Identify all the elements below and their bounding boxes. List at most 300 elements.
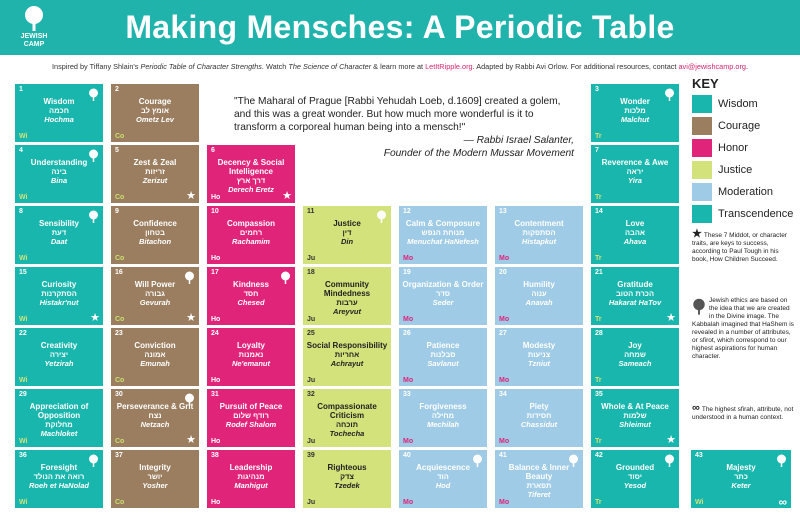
element-cell-43[interactable] xyxy=(691,450,791,508)
element-cell-31[interactable] xyxy=(207,389,295,447)
cell-hebrew: הכרת הטוב xyxy=(615,289,655,298)
cell-transliteration: Gevurah xyxy=(139,298,171,307)
credits-text: . Adapted by Rabbi Avi Orlow. For additional resources, contact xyxy=(472,62,679,71)
cell-number: 37 xyxy=(115,452,123,459)
cell-number: 22 xyxy=(19,330,27,337)
cell-number: 20 xyxy=(499,269,507,276)
cell-number: 8 xyxy=(19,208,23,215)
cell-hebrew: סדר xyxy=(436,289,450,298)
cell-number: 10 xyxy=(211,208,219,215)
cell-hebrew: זריזות xyxy=(145,167,165,176)
element-cell-20[interactable] xyxy=(495,267,583,325)
cell-number: 31 xyxy=(211,391,219,398)
element-cell-32[interactable] xyxy=(303,389,391,447)
cell-category-abbr: Mo xyxy=(499,438,510,445)
cell-number: 6 xyxy=(211,147,215,154)
cell-english: Kindness xyxy=(232,280,269,289)
element-cell-15[interactable] xyxy=(15,267,103,325)
element-cell-40[interactable] xyxy=(399,450,487,508)
cell-category-abbr: Wi xyxy=(19,438,28,445)
cell-transliteration: Sameach xyxy=(618,359,652,368)
cell-english: Sensibility xyxy=(38,219,79,228)
cell-hebrew: סבלנות xyxy=(430,350,456,359)
cell-category-abbr: Tr xyxy=(595,316,602,323)
cell-category-abbr: Mo xyxy=(403,316,414,323)
cell-english: Contentment xyxy=(514,219,564,228)
cell-category-abbr: Wi xyxy=(695,499,704,506)
cell-english: Modesty xyxy=(522,341,556,350)
credits-text: Inspired by Tiffany Shlain's xyxy=(52,62,141,71)
cell-category-abbr: Mo xyxy=(403,377,414,384)
cell-category-abbr: Wi xyxy=(19,255,28,262)
cell-category-abbr: Ju xyxy=(307,316,316,323)
cell-hebrew: יראה xyxy=(626,167,644,176)
element-cell-29[interactable] xyxy=(15,389,103,447)
cell-english: Righteous xyxy=(327,463,367,472)
cell-english: Integrity xyxy=(139,463,171,472)
cell-transliteration: Daat xyxy=(50,237,68,246)
cell-transliteration: Histakr'nut xyxy=(39,298,79,307)
cell-transliteration: Shleimut xyxy=(619,420,651,429)
cell-category-abbr: Tr xyxy=(595,438,602,445)
key-swatch xyxy=(692,183,712,201)
tree-note xyxy=(692,297,796,361)
star-icon: ★ xyxy=(186,434,196,446)
email-link[interactable]: avi@jewishcamp.org xyxy=(678,62,746,71)
key-swatch xyxy=(692,95,712,113)
cell-category-abbr: Ho xyxy=(211,377,221,384)
cell-category-abbr: Tr xyxy=(595,377,602,384)
cell-hebrew: שמחה xyxy=(624,350,646,359)
cell-hebrew: כתר xyxy=(734,472,748,481)
cell-category-abbr: Ju xyxy=(307,255,316,262)
cell-category-abbr: Co xyxy=(115,316,125,323)
star-note xyxy=(692,230,796,264)
cell-english: Will Power xyxy=(134,280,176,289)
cell-transliteration: Zerizut xyxy=(142,176,168,185)
element-cell-30[interactable] xyxy=(111,389,199,447)
cell-hebrew: חכמה xyxy=(49,106,69,115)
cell-english: Perseverance & Grit xyxy=(116,402,194,411)
cell-number: 23 xyxy=(115,330,123,337)
cell-hebrew: מנוחת הנפש xyxy=(421,228,465,237)
cell-number: 1 xyxy=(19,86,23,93)
cell-english: Confidence xyxy=(133,219,177,228)
cell-transliteration: Yetzirah xyxy=(44,359,74,368)
cell-number: 21 xyxy=(595,269,603,276)
key-label: Wisdom xyxy=(718,98,758,110)
cell-transliteration: Malchut xyxy=(620,115,650,124)
element-cell-38[interactable] xyxy=(207,450,295,508)
cell-transliteration: Achrayut xyxy=(330,359,364,368)
cell-number: 13 xyxy=(499,208,507,215)
cell-category-abbr: Mo xyxy=(499,316,510,323)
cell-hebrew: נאמנות xyxy=(238,350,264,359)
cell-hebrew: רודף שלום xyxy=(233,411,269,420)
cell-category-abbr: Co xyxy=(115,499,125,506)
element-cell-26[interactable] xyxy=(399,328,487,386)
cell-transliteration: Tochecha xyxy=(329,429,365,438)
cell-hebrew: יושר xyxy=(147,472,163,481)
cell-number: 34 xyxy=(499,391,507,398)
cell-english: Wisdom xyxy=(43,97,75,106)
element-cell-13[interactable] xyxy=(495,206,583,264)
cell-english: Foresight xyxy=(40,463,78,472)
cell-english: Justice xyxy=(333,219,361,228)
cell-category-abbr: Co xyxy=(115,377,125,384)
cell-number: 15 xyxy=(19,269,27,276)
element-cell-37[interactable] xyxy=(111,450,199,508)
cell-category-abbr: Co xyxy=(115,255,125,262)
cell-number: 26 xyxy=(403,330,411,337)
letitripple-link[interactable]: LetItRipple.org xyxy=(425,62,473,71)
element-cell-23[interactable] xyxy=(111,328,199,386)
cell-hebrew: אומץ לב xyxy=(141,106,169,115)
key-item xyxy=(692,203,796,225)
cell-transliteration: Machloket xyxy=(40,429,78,438)
cell-transliteration: Bitachon xyxy=(138,237,172,246)
cell-transliteration: Netzach xyxy=(140,420,170,429)
cell-category-abbr: Ho xyxy=(211,438,221,445)
element-cell-27[interactable] xyxy=(495,328,583,386)
credits-line xyxy=(0,62,800,71)
cell-hebrew: תוכחה xyxy=(335,420,359,429)
key-item xyxy=(692,181,796,203)
cell-category-abbr: Ju xyxy=(307,499,316,506)
element-cell-34[interactable] xyxy=(495,389,583,447)
cell-number: 33 xyxy=(403,391,411,398)
cell-number: 17 xyxy=(211,269,219,276)
cell-category-abbr: Tr xyxy=(595,194,602,201)
cell-transliteration: Chassidut xyxy=(520,420,558,429)
cell-number: 18 xyxy=(307,269,315,276)
element-cell-7[interactable] xyxy=(591,145,679,203)
cell-english: Creativity xyxy=(40,341,78,350)
cell-category-abbr: Wi xyxy=(19,194,28,201)
cell-category-abbr: Ho xyxy=(211,499,221,506)
cell-number: 42 xyxy=(595,452,603,459)
cell-number: 2 xyxy=(115,86,119,93)
cell-hebrew: יסוד xyxy=(628,472,642,481)
cell-hebrew: גבורה xyxy=(145,289,165,298)
cell-transliteration: Tzedek xyxy=(334,481,360,490)
cell-english: Curiosity xyxy=(41,280,77,289)
cell-category-abbr: Tr xyxy=(595,133,602,140)
cell-number: 35 xyxy=(595,391,603,398)
cell-number: 12 xyxy=(403,208,411,215)
cell-hebrew: אחריות xyxy=(334,350,360,359)
cell-number: 24 xyxy=(211,330,219,337)
cell-transliteration: Savlanut xyxy=(427,359,459,368)
cell-hebrew: מנהיגות xyxy=(237,472,265,481)
cell-english: Compassion xyxy=(226,219,275,228)
cell-number: 43 xyxy=(695,452,703,459)
cell-hebrew: חסד xyxy=(243,289,259,298)
cell-hebrew: תפארת xyxy=(526,481,552,490)
infinity-note-text: The highest sfirah, attribute, not understood in a human context. xyxy=(692,406,794,421)
cell-hebrew: חסידות xyxy=(526,411,552,420)
cell-english: Appreciation of Opposition xyxy=(29,402,89,420)
key-item xyxy=(692,115,796,137)
cell-category-abbr: Ho xyxy=(211,194,221,201)
element-cell-3[interactable] xyxy=(591,84,679,142)
cell-number: 41 xyxy=(499,452,507,459)
cell-hebrew: הסתפקות xyxy=(522,228,556,237)
cell-hebrew: דרך ארץ xyxy=(236,176,266,185)
cell-transliteration: Tiferet xyxy=(527,490,551,499)
cell-transliteration: Bina xyxy=(50,176,68,185)
element-cell-4[interactable] xyxy=(15,145,103,203)
element-cell-19[interactable] xyxy=(399,267,487,325)
star-icon: ★ xyxy=(90,312,100,324)
element-cell-41[interactable] xyxy=(495,450,583,508)
star-icon: ★ xyxy=(186,312,196,324)
cell-hebrew: מלכות xyxy=(624,106,646,115)
quote-attribution-role: Founder of the Modern Mussar Movement xyxy=(383,148,574,159)
infinity-icon: ∞ xyxy=(692,402,700,414)
credits-text: . xyxy=(745,62,748,71)
cell-number: 30 xyxy=(115,391,123,398)
star-icon: ★ xyxy=(282,190,292,202)
cell-transliteration: Ne'emanut xyxy=(231,359,271,368)
cell-category-abbr: Wi xyxy=(19,133,28,140)
element-cell-25[interactable] xyxy=(303,328,391,386)
cell-transliteration: Derech Eretz xyxy=(228,185,274,194)
cell-transliteration: Manhigut xyxy=(234,481,268,490)
cell-category-abbr: Wi xyxy=(19,499,28,506)
element-cell-24[interactable] xyxy=(207,328,295,386)
key-swatch xyxy=(692,139,712,157)
cell-english: Wonder xyxy=(620,97,650,106)
cell-category-abbr: Co xyxy=(115,438,125,445)
cell-hebrew: שלמות xyxy=(623,411,647,420)
element-cell-35[interactable] xyxy=(591,389,679,447)
cell-hebrew: ענוה xyxy=(531,289,547,298)
cell-english: Social Responsibility xyxy=(306,341,388,350)
cell-number: 9 xyxy=(115,208,119,215)
cell-number: 19 xyxy=(403,269,411,276)
credits-text: . Watch xyxy=(261,62,289,71)
cell-transliteration: Hod xyxy=(435,481,451,490)
cell-english: Community Mindedness xyxy=(323,280,371,298)
cell-category-abbr: Mo xyxy=(403,499,414,506)
cell-category-abbr: Wi xyxy=(19,377,28,384)
cell-number: 14 xyxy=(595,208,603,215)
cell-number: 38 xyxy=(211,452,219,459)
cell-category-abbr: Ju xyxy=(307,438,316,445)
key-item xyxy=(692,137,796,159)
cell-hebrew: מחילה xyxy=(431,411,455,420)
key-label: Moderation xyxy=(718,186,774,198)
cell-english: Gratitude xyxy=(617,280,653,289)
cell-hebrew: נצח xyxy=(148,411,162,420)
cell-hebrew: בינה xyxy=(51,167,67,176)
cell-transliteration: Rodef Shalom xyxy=(225,420,277,429)
element-cell-28[interactable] xyxy=(591,328,679,386)
cell-category-abbr: Mo xyxy=(499,377,510,384)
cell-english: Reverence & Awe xyxy=(601,158,669,167)
cell-number: 27 xyxy=(499,330,507,337)
cell-transliteration: Ometz Lev xyxy=(136,115,174,124)
cell-transliteration: Anavah xyxy=(525,298,553,307)
cell-english: Pursuit of Peace xyxy=(219,402,283,411)
cell-english: Courage xyxy=(138,97,172,106)
cell-number: 25 xyxy=(307,330,315,337)
key-item xyxy=(692,159,796,181)
credits-text: & learn more at xyxy=(371,62,426,71)
page-title: Making Mensches: A Periodic Table xyxy=(125,9,675,45)
logo-text-2: CAMP xyxy=(23,41,45,48)
element-cell-42[interactable] xyxy=(591,450,679,508)
element-cell-10[interactable] xyxy=(207,206,295,264)
key-item xyxy=(692,93,796,115)
cell-english: Organization & Order xyxy=(402,280,484,289)
cell-english: Grounded xyxy=(615,463,655,472)
key-swatch xyxy=(692,161,712,179)
cell-english: Balance & Inner Beauty xyxy=(508,463,570,481)
cell-english: Conviction xyxy=(134,341,176,350)
cell-number: 39 xyxy=(307,452,315,459)
cell-transliteration: Hakarat HaTov xyxy=(608,298,662,307)
cell-transliteration: Ahava xyxy=(623,237,647,246)
element-cell-33[interactable] xyxy=(399,389,487,447)
cell-number: 4 xyxy=(19,147,23,154)
cell-english: Compassionate Criticism xyxy=(317,402,377,420)
cell-hebrew: דעת xyxy=(51,228,67,237)
cell-hebrew: דין xyxy=(342,228,352,237)
cell-hebrew: אמונה xyxy=(144,350,166,359)
cell-transliteration: Hochma xyxy=(44,115,74,124)
key-label: Justice xyxy=(718,164,753,176)
cell-transliteration: Yosher xyxy=(142,481,168,490)
cell-transliteration: Yesod xyxy=(623,481,647,490)
cell-category-abbr: Mo xyxy=(499,255,510,262)
cell-english: Piety xyxy=(529,402,549,411)
credits-text: The Science of Character xyxy=(288,62,372,71)
key-label: Honor xyxy=(718,142,748,154)
element-cell-11[interactable] xyxy=(303,206,391,264)
cell-category-abbr: Ho xyxy=(211,255,221,262)
cell-transliteration: Emunah xyxy=(140,359,170,368)
cell-category-abbr: Tr xyxy=(595,499,602,506)
logo-text-1: JEWISH xyxy=(20,33,48,40)
key-swatch xyxy=(692,117,712,135)
cell-number: 36 xyxy=(19,452,27,459)
element-cell-5[interactable] xyxy=(111,145,199,203)
cell-transliteration: Menuchat HaNefesh xyxy=(407,237,479,246)
element-cell-36[interactable] xyxy=(15,450,103,508)
cell-hebrew: הסתקרנות xyxy=(41,289,77,298)
element-cell-18[interactable] xyxy=(303,267,391,325)
cell-english: Forgiveness xyxy=(419,402,467,411)
element-cell-39[interactable] xyxy=(303,450,391,508)
cell-english: Decency & Social Intelligence xyxy=(217,158,285,176)
cell-category-abbr: Tr xyxy=(595,255,602,262)
cell-transliteration: Tzniut xyxy=(527,359,551,368)
cell-english: Loyalty xyxy=(236,341,265,350)
cell-number: 16 xyxy=(115,269,123,276)
key-title: KEY xyxy=(692,76,719,91)
cell-english: Understanding xyxy=(30,158,88,167)
star-icon: ★ xyxy=(666,312,676,324)
cell-number: 3 xyxy=(595,86,599,93)
infinity-icon: ∞ xyxy=(778,495,787,508)
cell-transliteration: Din xyxy=(340,237,354,246)
cell-english: Calm & Composure xyxy=(405,219,481,228)
star-icon: ★ xyxy=(186,190,196,202)
cell-number: 40 xyxy=(403,452,411,459)
key-swatch xyxy=(692,205,712,223)
cell-english: Whole & At Peace xyxy=(601,402,669,411)
cell-hebrew: מחלוקת xyxy=(45,420,73,429)
element-cell-2[interactable] xyxy=(111,84,199,142)
cell-number: 11 xyxy=(307,208,315,215)
element-cell-8[interactable] xyxy=(15,206,103,264)
cell-category-abbr: Co xyxy=(115,133,125,140)
cell-hebrew: צדק xyxy=(340,472,354,481)
element-cell-22[interactable] xyxy=(15,328,103,386)
cell-hebrew: רחמים xyxy=(239,228,263,237)
cell-hebrew: הוד xyxy=(437,472,449,481)
element-cell-21[interactable] xyxy=(591,267,679,325)
cell-number: 28 xyxy=(595,330,603,337)
cell-transliteration: Yira xyxy=(628,176,642,185)
element-cell-17[interactable] xyxy=(207,267,295,325)
cell-english: Joy xyxy=(628,341,642,350)
element-cell-14[interactable] xyxy=(591,206,679,264)
cell-english: Patience xyxy=(426,341,460,350)
star-note-text: These 7 Middot, or character traits, are keys to success, according to Paul Tough in his book, How Children Succeed. xyxy=(692,232,787,263)
key-label: Transcendence xyxy=(718,208,794,220)
cell-transliteration: Histapkut xyxy=(521,237,557,246)
cell-hebrew: ערבות xyxy=(336,298,358,307)
element-cell-9[interactable] xyxy=(111,206,199,264)
cell-number: 5 xyxy=(115,147,119,154)
cell-category-abbr: Mo xyxy=(403,255,414,262)
cell-english: Humility xyxy=(523,280,555,289)
key-label: Courage xyxy=(718,120,761,132)
key-legend xyxy=(692,76,796,225)
cell-hebrew: בטחון xyxy=(145,228,165,237)
tree-icon xyxy=(692,298,706,316)
quote-attribution: — Rabbi Israel Salanter, xyxy=(463,135,574,146)
cell-transliteration: Roeh et HaNolad xyxy=(28,481,89,490)
cell-hebrew: רואה את הנולד xyxy=(33,472,85,481)
cell-category-abbr: Mo xyxy=(403,438,414,445)
infinity-note xyxy=(692,404,796,422)
quote-text: "The Maharal of Prague [Rabbi Yehudah Loeb, d.1609] created a golem, and this was a great wonder. But how much more wonderful is it to transform a corporeal human being into a mensch!" xyxy=(234,96,561,133)
cell-category-abbr: Ho xyxy=(211,316,221,323)
cell-transliteration: Rachamim xyxy=(232,237,270,246)
cell-transliteration: Chesed xyxy=(237,298,265,307)
cell-transliteration: Keter xyxy=(731,481,751,490)
cell-transliteration: Areyvut xyxy=(333,307,361,316)
element-cell-1[interactable] xyxy=(15,84,103,142)
cell-english: Leadership xyxy=(229,463,273,472)
cell-hebrew: צניעות xyxy=(527,350,551,359)
element-cell-12[interactable] xyxy=(399,206,487,264)
cell-english: Acquiescence xyxy=(416,463,470,472)
cell-transliteration: Mechilah xyxy=(426,420,460,429)
element-cell-6[interactable] xyxy=(207,145,295,203)
cell-number: 7 xyxy=(595,147,599,154)
cell-hebrew: יצירה xyxy=(49,350,69,359)
tree-note-text: Jewish ethics are based on the idea that we are created in the Divine image. The Kabbalah imagined that HaShem is revealed in a number of attributes, or sfirot, which correspond to our highest aspirations for human character. xyxy=(692,297,794,360)
cell-hebrew: אהבה xyxy=(624,228,646,237)
element-cell-16[interactable] xyxy=(111,267,199,325)
cell-category-abbr: Ju xyxy=(307,377,316,384)
cell-category-abbr: Wi xyxy=(19,316,28,323)
